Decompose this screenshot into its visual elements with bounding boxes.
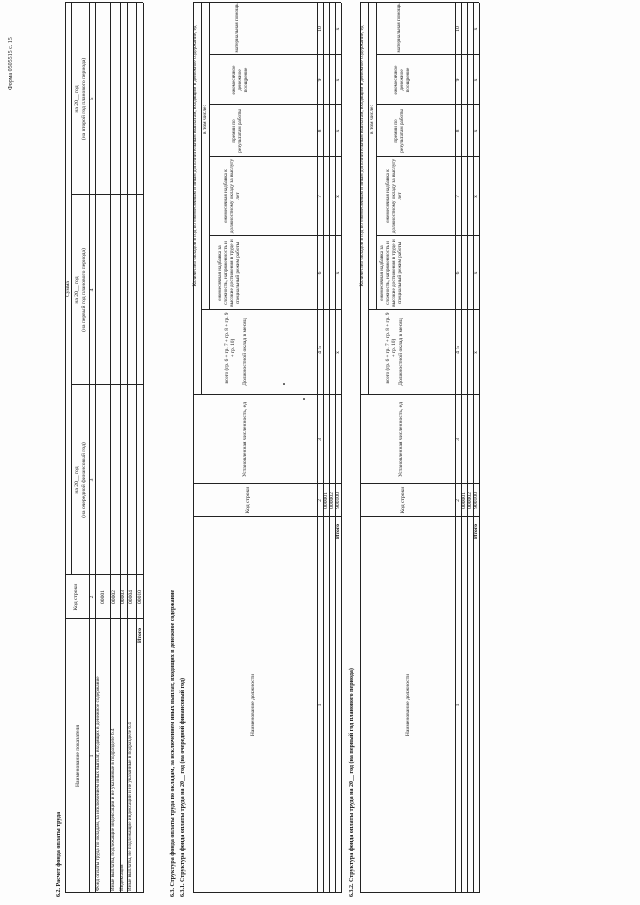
s632-colnum-9: 9 [455, 78, 461, 82]
s631-total-x-10: x [335, 27, 341, 31]
s631-colnum-8: 8 [317, 129, 323, 133]
s62-row3-code: 00003 [120, 590, 126, 604]
s62-row4-code: 00004 [128, 590, 134, 604]
s62-head-sum: Сумма [65, 281, 71, 297]
s62-period1-b: (на очередной финансовый год) [81, 442, 87, 518]
s62-total-label: Итого [137, 627, 143, 643]
s631-head-count: Количество окладов в год по ежемесячным и иным дополнительным выплатам, входящим в денежное содержание, ед [192, 25, 198, 287]
s632-head-c7: ежемесячная надбавка к должностному окладу за выслугу лет [385, 158, 403, 234]
s632-head-c10: материальная помощь [396, 3, 402, 53]
s631-head-total: всего (гр. 6 + гр. 7 + гр. 8 + гр. 9 + гр. 10) [224, 312, 236, 384]
s632-colnum-7: 7 [455, 195, 461, 198]
s631-colnum-1: 1 [317, 703, 323, 707]
s631-head-staff: Установленная численность, ед [242, 402, 248, 477]
s631-head-name: Наименование должности [250, 673, 256, 737]
s62-row4-name: Иные выплаты, не подлежащие индексации и не указанные в подразделе 6.4 [127, 722, 133, 891]
s62-colnum-1: 1 [89, 754, 95, 758]
s631-head-c6: ежемесячная надбавка за сложность, напряженность и высокие достижения в труде и специальный режим работы [217, 239, 241, 307]
s62-period3-a: на 20__ год [74, 85, 80, 113]
s631-head-c8: премии по результатам работы [231, 109, 243, 153]
form-label: Форма 0505515 с. 15 [8, 37, 14, 90]
s631-head-c7: ежемесячная надбавка к должностному окладу за выслугу лет [223, 158, 241, 234]
s632-colnum-8: 8 [455, 129, 461, 133]
s632-head-name: Наименование должности [405, 673, 411, 737]
s631-total-label: Итого [335, 523, 341, 539]
s631-head-salary: Должностной оклад в месяц [242, 318, 248, 386]
s631-row2-code: 000002 [329, 492, 335, 509]
s631-total-x-4: x [335, 351, 341, 354]
s631-head-c9: ежемесячное денежное поощрение [231, 65, 249, 95]
s632-head-c6: ежемесячная надбавка за сложность, напряженность и высокие достижения в труде и специальный режим работы [379, 239, 403, 307]
s632-head-code: Код строки [400, 486, 406, 514]
scan-speck [303, 399, 305, 401]
s631-colnum-2: 2 [317, 499, 323, 502]
s632-total-code: 900100 [473, 492, 479, 509]
s631-colnum-4: 4 [317, 351, 323, 354]
s632-colnum-4: 4 [455, 351, 461, 354]
s632-colnum-1: 1 [455, 703, 461, 707]
s632-row2-code: 000002 [467, 492, 473, 509]
s631-colnum-10: 10 [317, 26, 323, 32]
s632-head-count: Количество окладов в год по ежемесячным и иным дополнительным выплатам, входящим в денежное содержание, ед [359, 25, 365, 287]
s631-colnum-6: 6 [317, 271, 323, 275]
s632-colnum-10: 10 [455, 26, 461, 32]
scan-speck [283, 384, 285, 386]
s62-row2-code: 00002 [111, 590, 117, 604]
s62-colnum-4: 4 [89, 288, 95, 292]
section-6-3-2-title: 6.3.2. Структура фонда оплаты труда на 20__ год (на первый год планового периода) [349, 668, 355, 897]
s632-total-x-10: x [473, 27, 479, 31]
s62-head-name: Наименование показателя [75, 725, 81, 787]
s62-total-code: 00010 [137, 590, 143, 604]
s632-head-c8: премии по результатам работы [393, 109, 405, 153]
s632-head-incl: в том числе: [369, 104, 375, 135]
s632-colnum-6: 6 [455, 271, 461, 275]
s631-colnum-5: 5 [317, 346, 323, 349]
s632-total-label: Итого [473, 523, 479, 539]
s632-head-salary: Должностной оклад в месяц [398, 318, 404, 386]
s632-head-c9: ежемесячное денежное поощрение [393, 65, 411, 95]
s631-head-c10: материальная помощь [234, 3, 240, 53]
s631-row1-code: 000001 [323, 492, 329, 509]
s632-head-total: всего (гр. 6 + гр. 7 + гр. 8 + гр. 9 + гр. 10) [385, 312, 397, 384]
s62-period1-a: на 20__ год [74, 466, 80, 494]
s632-total-x-7: x [473, 195, 479, 198]
s62-colnum-2: 2 [89, 595, 95, 599]
s62-head-code: Код строки [73, 583, 79, 611]
s631-total-x-8: x [335, 129, 341, 133]
s631-colnum-7: 7 [317, 195, 323, 198]
section-6-3-1-title: 6.3.1. Структура фонда оплаты труда на 20__ год (на очередной финансовый год) [180, 677, 186, 897]
s632-total-x-9: x [473, 78, 479, 82]
s62-colnum-5: 5 [89, 97, 95, 101]
s632-colnum-3: 3 [455, 438, 461, 441]
s62-row1-code: 00001 [100, 590, 106, 604]
s62-colnum-3: 3 [89, 478, 95, 482]
s631-head-code: Код строки [245, 486, 251, 514]
s632-total-x-8: x [473, 129, 479, 133]
s62-period3-b: (на второй год планового периода) [81, 57, 87, 141]
s631-colnum-3: 3 [317, 438, 323, 441]
s631-head-incl: в том числе: [202, 104, 208, 135]
s631-colnum-9: 9 [317, 78, 323, 82]
s632-total-x-4: x [473, 351, 479, 354]
s62-period2-b: (на первый год планового периода) [81, 248, 87, 332]
s632-colnum-5: 5 [455, 346, 461, 349]
s632-row1-code: 000001 [461, 492, 467, 509]
section-6-3-title: 6.3. Структура фонда оплаты труда по окладам, за исключением иных выплат, входящих в денежное содержание [170, 589, 176, 897]
s632-colnum-2: 2 [455, 499, 461, 502]
s62-period2-a: на 20__ год [74, 276, 80, 304]
s631-total-x-7: x [335, 195, 341, 198]
s62-row3-name: Индексация [119, 864, 125, 891]
s631-total-x-6: x [335, 271, 341, 275]
section-6-2-title: 6.2. Расчет фонда оплаты труда [56, 811, 62, 897]
s62-row2-name: Иные выплаты, подлежащие индексации и не указанные в подразделе 6.4 [110, 728, 116, 891]
s632-head-staff: Установленная численность, ед [398, 402, 404, 477]
s631-total-code: 900100 [335, 492, 341, 509]
s631-total-x-9: x [335, 78, 341, 82]
s62-row1-name: Фонд оплаты труда по окладам, за исключением иных выплат, входящих в денежное содержание [95, 676, 101, 891]
s632-total-x-6: x [473, 271, 479, 275]
